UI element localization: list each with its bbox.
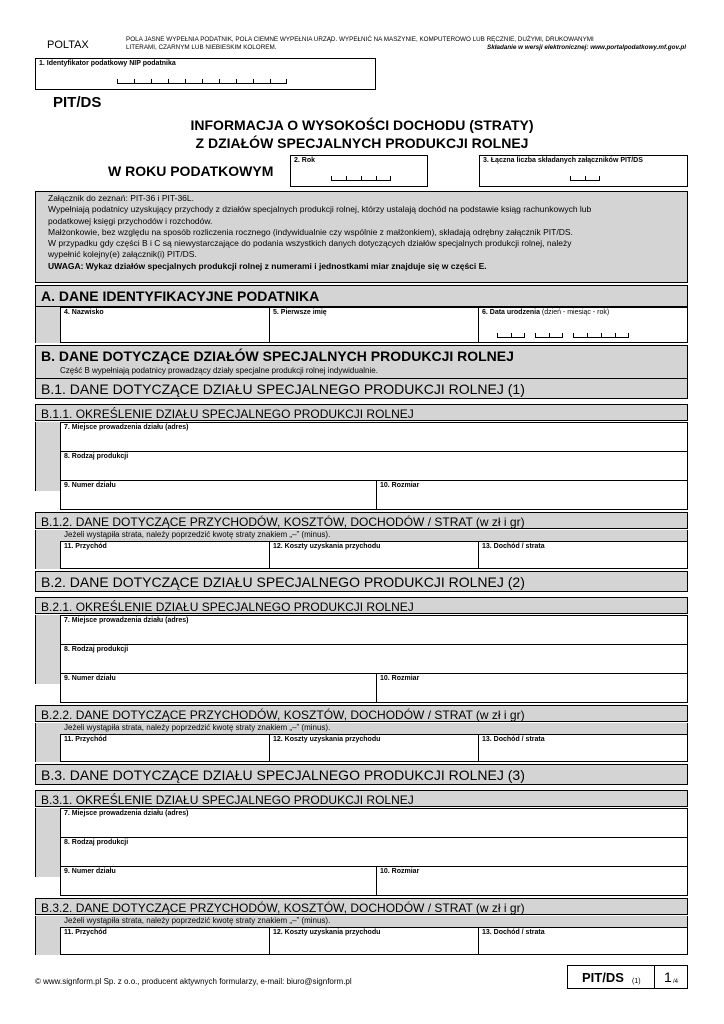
year-field[interactable] bbox=[290, 155, 428, 187]
block-1-loss-note: Jeżeli wystąpiła strata, należy poprzedzić kwotę straty znakiem „–” (minus). bbox=[64, 530, 331, 539]
footer-copyright: © www.signform.pl Sp. z o.o., producent aktywnych formularzy, e-mail: biuro@signform.pl bbox=[35, 977, 352, 986]
top-instructions-line1: POLA JASNE WYPEŁNIA PODATNIK, POLA CIEMNE WYPEŁNIA URZĄD. WYPEŁNIĆ NA MASZYNIE, KOMPUTEROWO LUB RĘCZNIE, DUŻYMI, DRUKOWANYMI bbox=[126, 36, 594, 43]
block-2-loss-note: Jeżeli wystąpiła strata, należy poprzedzić kwotę straty znakiem „–” (minus). bbox=[64, 723, 331, 732]
block-2-size-field[interactable] bbox=[376, 673, 688, 703]
digit-tick bbox=[562, 333, 563, 337]
digit-tick bbox=[573, 333, 574, 337]
top-instructions-line2: LITERAMI, CZARNYM LUB NIEBIESKIM KOLOREM. bbox=[126, 44, 277, 51]
block-3-address-field[interactable] bbox=[60, 808, 688, 838]
digit-tick bbox=[376, 176, 377, 180]
digit-tick bbox=[601, 333, 602, 337]
block-3-income-field[interactable] bbox=[60, 927, 270, 955]
digit-tick bbox=[236, 79, 237, 83]
block-1-loss-note-row bbox=[35, 530, 688, 541]
block-1-header: B.1. DANE DOTYCZĄCE DZIAŁU SPECJALNEGO PRODUKCJI ROLNEJ (1) bbox=[35, 378, 688, 399]
digit-tick bbox=[134, 79, 135, 83]
block-3-costs-field[interactable] bbox=[269, 927, 479, 955]
block-1-profit-field[interactable] bbox=[478, 541, 688, 569]
block-3-sub1-header: B.3.1. OKREŚLENIE DZIAŁU SPECJALNEGO PRODUKCJI ROLNEJ bbox=[35, 790, 688, 807]
block-3-costs-label: 12. Koszty uzyskania przychodu bbox=[273, 929, 381, 936]
birth-day-ticks bbox=[497, 334, 525, 338]
digit-tick bbox=[570, 176, 571, 180]
nip-digit-ticks bbox=[117, 80, 287, 84]
block-2-sub2-margin bbox=[35, 734, 60, 762]
block-2-sub2-header: B.2.2. DANE DOTYCZĄCE PRZYCHODÓW, KOSZTÓW, DOCHODÓW / STRAT (w zł i gr) bbox=[35, 705, 688, 722]
block-1-production-kind-field[interactable] bbox=[60, 451, 688, 481]
block-2-profit-label: 13. Dochód / strata bbox=[482, 736, 545, 743]
block-1-production-kind-label: 8. Rodzaj produkcji bbox=[64, 453, 129, 460]
footer-form-version: (1) bbox=[632, 978, 641, 985]
digit-tick bbox=[628, 333, 629, 337]
birth-date-field[interactable] bbox=[478, 307, 688, 343]
digit-tick bbox=[270, 79, 271, 83]
block-3-loss-note: Jeżeli wystąpiła strata, należy poprzedzić kwotę straty znakiem „–” (minus). bbox=[64, 916, 331, 925]
digit-tick bbox=[549, 333, 550, 337]
block-3-sub2-margin bbox=[35, 927, 60, 955]
attachments-count-label: 3. Łączna liczba składanych załączników PIT/DS bbox=[483, 157, 643, 164]
block-1-income-label: 11. Przychód bbox=[64, 543, 107, 550]
section-b-note: Część B wypełniają podatnicy prowadzący działy specjalne produkcji rolnej indywidualnie. bbox=[60, 366, 378, 375]
section-a-margin bbox=[35, 307, 60, 343]
digit-tick bbox=[390, 176, 391, 180]
block-1-number-label: 9. Numer działu bbox=[64, 482, 116, 489]
block-1-costs-label: 12. Koszty uzyskania przychodu bbox=[273, 543, 381, 550]
footer-page-total: /4 bbox=[673, 979, 679, 985]
digit-tick bbox=[286, 79, 287, 83]
block-2-sub1-margin bbox=[35, 615, 60, 684]
block-3-sub2-header: B.3.2. DANE DOTYCZĄCE PRZYCHODÓW, KOSZTÓW, DOCHODÓW / STRAT (w zł i gr) bbox=[35, 898, 688, 915]
digit-tick bbox=[511, 333, 512, 337]
birth-month-ticks bbox=[535, 334, 563, 338]
digit-tick bbox=[524, 333, 525, 337]
digit-tick bbox=[346, 176, 347, 180]
block-2-production-kind-label: 8. Rodzaj produkcji bbox=[64, 646, 129, 653]
digit-tick bbox=[615, 333, 616, 337]
block-2-address-field[interactable] bbox=[60, 615, 688, 645]
block-3-sub1-margin bbox=[35, 808, 60, 877]
block-3-production-kind-label: 8. Rodzaj produkcji bbox=[64, 839, 129, 846]
digit-tick bbox=[202, 79, 203, 83]
year-digit-ticks bbox=[331, 177, 391, 181]
block-3-number-field[interactable] bbox=[60, 866, 377, 896]
block-3-size-label: 10. Rozmiar bbox=[380, 868, 420, 875]
block-1-size-label: 10. Rozmiar bbox=[380, 482, 420, 489]
surname-field[interactable] bbox=[60, 307, 270, 343]
block-2-profit-field[interactable] bbox=[478, 734, 688, 762]
intro-line3: podatkowej księgi przychodów i rozchodów. bbox=[48, 215, 213, 226]
poltax-box bbox=[35, 33, 121, 55]
digit-tick bbox=[168, 79, 169, 83]
block-2-costs-label: 12. Koszty uzyskania przychodu bbox=[273, 736, 381, 743]
electronic-filing-note: Składanie w wersji elektronicznej: www.portalpodatkowy.mf.gov.pl bbox=[487, 44, 686, 51]
intro-line6: wypełnić kolejny(e) załącznik(i) PIT/DS. bbox=[48, 249, 197, 260]
poltax-brand: POLTAX bbox=[47, 39, 89, 51]
block-2-header: B.2. DANE DOTYCZĄCE DZIAŁU SPECJALNEGO PRODUKCJI ROLNEJ (2) bbox=[35, 571, 688, 592]
block-2-sub1-header: B.2.1. OKREŚLENIE DZIAŁU SPECJALNEGO PRODUKCJI ROLNEJ bbox=[35, 597, 688, 614]
section-b-header: B. DANE DOTYCZĄCE DZIAŁÓW SPECJALNYCH PRODUKCJI ROLNEJ bbox=[35, 345, 688, 367]
intro-line5: W przypadku gdy części B i C są niewystarczające do podania wszystkich danych dotyczących działów specjalnych produkcji rolnej, należy bbox=[48, 238, 572, 249]
block-3-production-kind-field[interactable] bbox=[60, 837, 688, 867]
block-3-loss-note-row bbox=[35, 916, 688, 927]
birth-date-label bbox=[482, 309, 609, 316]
digit-tick bbox=[497, 333, 498, 337]
nip-label: 1. Identyfikator podatkowy NIP podatnika bbox=[39, 60, 176, 67]
section-a-header: A. DANE IDENTYFIKACYJNE PODATNIKA bbox=[35, 285, 688, 307]
digit-tick bbox=[253, 79, 254, 83]
block-1-address-field[interactable] bbox=[60, 422, 688, 452]
digit-tick bbox=[585, 176, 586, 180]
block-2-number-field[interactable] bbox=[60, 673, 377, 703]
attachments-digit-ticks bbox=[570, 177, 600, 181]
block-3-size-field[interactable] bbox=[376, 866, 688, 896]
block-2-number-label: 9. Numer działu bbox=[64, 675, 116, 682]
digit-tick bbox=[331, 176, 332, 180]
top-instructions bbox=[126, 36, 686, 52]
intro-line1: Załącznik do zeznań: PIT-36 i PIT-36L. bbox=[48, 193, 194, 203]
footer-form-code: PIT/DS bbox=[582, 970, 624, 985]
footer-page-box bbox=[654, 965, 688, 989]
block-2-income-field[interactable] bbox=[60, 734, 270, 762]
digit-tick bbox=[535, 333, 536, 337]
digit-tick bbox=[117, 79, 118, 83]
first-name-label: 5. Pierwsze imię bbox=[273, 309, 327, 316]
footer-page-number: 1 bbox=[664, 969, 672, 985]
form-title-line1: INFORMACJA O WYSOKOŚCI DOCHODU (STRATY) bbox=[190, 117, 534, 133]
block-3-profit-label: 13. Dochód / strata bbox=[482, 929, 545, 936]
block-3-header: B.3. DANE DOTYCZĄCE DZIAŁU SPECJALNEGO PRODUKCJI ROLNEJ (3) bbox=[35, 764, 688, 785]
footer-form-code-box bbox=[567, 965, 655, 989]
block-3-profit-field[interactable] bbox=[478, 927, 688, 955]
nip-field[interactable] bbox=[35, 58, 376, 90]
birth-date-label-text: 6. Data urodzenia bbox=[482, 309, 540, 316]
block-1-sub2-header: B.1.2. DANE DOTYCZĄCE PRZYCHODÓW, KOSZTÓW, DOCHODÓW / STRAT (w zł i gr) bbox=[35, 512, 688, 529]
block-3-number-label: 9. Numer działu bbox=[64, 868, 116, 875]
year-label: 2. Rok bbox=[294, 157, 316, 164]
intro-instructions bbox=[35, 191, 688, 283]
block-1-income-field[interactable] bbox=[60, 541, 270, 569]
block-3-income-label: 11. Przychód bbox=[64, 929, 107, 936]
form-title-line2: Z DZIAŁÓW SPECJALNYCH PRODUKCJI ROLNEJ bbox=[195, 135, 529, 151]
intro-warning: UWAGA: Wykaz działów specjalnych produkcji rolnej z numerami i jednostkami miar znajduje się w części E. bbox=[48, 260, 487, 271]
block-1-address-label: 7. Miejsce prowadzenia działu (adres) bbox=[64, 424, 189, 431]
section-b-note-row bbox=[35, 366, 688, 378]
block-1-sub1-margin bbox=[35, 422, 60, 491]
intro-line2: Wypełniają podatnicy uzyskujący przychody z działów specjalnych produkcji rolnej, którzy ustalają dochód na podstawie ksiąg rachunkowych lub bbox=[48, 204, 592, 215]
block-1-number-field[interactable] bbox=[60, 480, 377, 510]
block-2-address-label: 7. Miejsce prowadzenia działu (adres) bbox=[64, 617, 189, 624]
form-title-line3: W ROKU PODATKOWYM bbox=[108, 163, 274, 179]
digit-tick bbox=[587, 333, 588, 337]
block-2-loss-note-row bbox=[35, 723, 688, 734]
block-1-sub1-header: B.1.1. OKREŚLENIE DZIAŁU SPECJALNEGO PRODUKCJI ROLNEJ bbox=[35, 404, 688, 421]
block-1-costs-field[interactable] bbox=[269, 541, 479, 569]
form-code: PIT/DS bbox=[53, 94, 102, 111]
surname-label: 4. Nazwisko bbox=[64, 309, 104, 316]
birth-date-hint: (dzień - miesiąc - rok) bbox=[541, 309, 610, 316]
block-1-sub2-margin bbox=[35, 541, 60, 569]
digit-tick bbox=[599, 176, 600, 180]
intro-line4: Małżonkowie, bez względu na sposób rozliczenia rocznego (indywidualnie czy wspólnie z małżonkiem), składają odrębny załącznik PIT/DS. bbox=[48, 226, 573, 237]
block-2-costs-field[interactable] bbox=[269, 734, 479, 762]
block-2-production-kind-field[interactable] bbox=[60, 644, 688, 674]
birth-year-ticks bbox=[573, 334, 629, 338]
digit-tick bbox=[185, 79, 186, 83]
block-1-size-field[interactable] bbox=[376, 480, 688, 510]
block-2-income-label: 11. Przychód bbox=[64, 736, 107, 743]
first-name-field[interactable] bbox=[269, 307, 479, 343]
block-2-size-label: 10. Rozmiar bbox=[380, 675, 420, 682]
attachments-count-field[interactable] bbox=[479, 155, 688, 187]
digit-tick bbox=[151, 79, 152, 83]
block-1-profit-label: 13. Dochód / strata bbox=[482, 543, 545, 550]
digit-tick bbox=[361, 176, 362, 180]
block-3-address-label: 7. Miejsce prowadzenia działu (adres) bbox=[64, 810, 189, 817]
digit-tick bbox=[219, 79, 220, 83]
